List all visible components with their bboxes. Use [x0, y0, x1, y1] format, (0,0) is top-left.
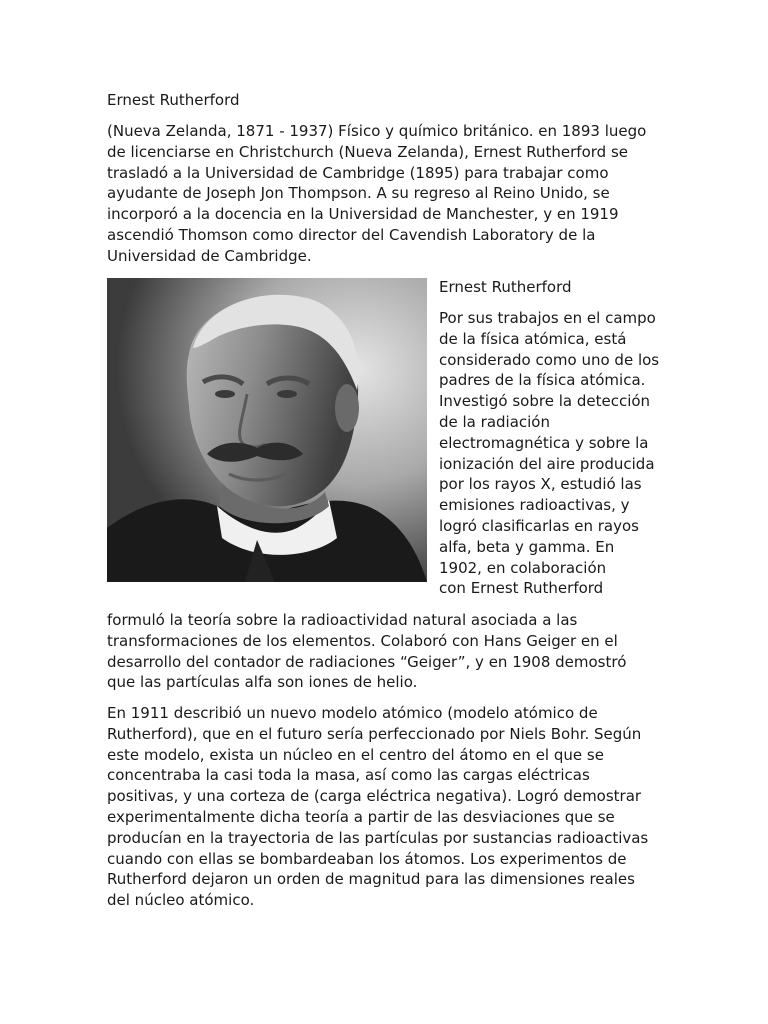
text-line: alfa, beta y gamma. En	[439, 537, 615, 556]
text-line: (Nueva Zelanda, 1871 - 1937) Físico y químico británico. en 1893 luego	[107, 122, 647, 140]
text-line: incorporó a la docencia en la Universidad de Manchester, y en 1919	[107, 205, 619, 224]
text-line: Rutherford dejaron un orden de magnitud para las dimensiones reales	[107, 870, 635, 889]
text-line: este modelo, exista un núcleo en el centro del átomo en el que se	[107, 745, 604, 764]
text-line: producían en la trayectoria de las partículas por sustancias radioactivas	[107, 828, 649, 847]
text-line: emisiones radioactivas, y	[439, 496, 630, 515]
text-line: cuando con ellas se bombardeaban los átomos. Los experimentos de	[107, 849, 627, 868]
text-line: de la física atómica, está	[439, 329, 627, 348]
portrait-photo-icon	[107, 278, 427, 582]
side-paragraph	[439, 308, 669, 599]
text-line: ayudante de Joseph Jon Thompson. A su regreso al Reino Unido, se	[107, 184, 610, 203]
text-line: ionización del aire producida	[439, 454, 655, 473]
text-line: electromagnética y sobre la	[439, 433, 649, 452]
text-line: padres de la física atómica.	[439, 371, 646, 390]
text-line: Investigó sobre la detección	[439, 392, 651, 411]
text-line: del núcleo atómico.	[107, 891, 255, 910]
text-line: Rutherford), que en el futuro sería perfeccionado por Niels Bohr. Según	[107, 724, 642, 743]
text-line: que las partículas alfa son iones de helio.	[107, 673, 418, 692]
text-line: considerado como uno de los	[439, 350, 660, 369]
text-line: concentraba la casi toda la masa, así como las cargas eléctricas	[107, 766, 590, 785]
text-line: Universidad de Cambridge.	[107, 246, 312, 265]
text-line: Por sus trabajos en el campo	[439, 309, 656, 327]
text-line: formuló la teoría sobre la radioactividad natural asociada a las	[107, 611, 578, 629]
text-line: ascendió Thomson como director del Cavendish Laboratory de la	[107, 225, 596, 244]
portrait-photo	[107, 278, 427, 582]
text-line: desarrollo del contador de radiaciones “Geiger”, y en 1908 demostró	[107, 652, 627, 671]
text-line: experimentalmente dicha teoría a partir de las desviaciones que se	[107, 807, 615, 826]
text-line: con Ernest Rutherford	[439, 579, 604, 598]
text-line: En 1911 describió un nuevo modelo atómico (modelo atómico de	[107, 704, 598, 722]
photo-caption: Ernest Rutherford	[439, 278, 572, 296]
text-line: trasladó a la Universidad de Cambridge (1895) para trabajar como	[107, 163, 609, 182]
atomic-model-paragraph	[107, 703, 667, 911]
radioactivity-paragraph	[107, 610, 667, 693]
text-line: de la radiación	[439, 412, 550, 431]
text-line: logró clasificarlas en rayos	[439, 516, 639, 535]
text-line: transformaciones de los elementos. Colaboró con Hans Geiger en el	[107, 631, 618, 650]
text-line: por los rayos X, estudió las	[439, 475, 642, 494]
text-line: 1902, en colaboración	[439, 558, 607, 577]
text-line: de licenciarse en Christchurch (Nueva Zelanda), Ernest Rutherford se	[107, 142, 628, 161]
text-line: positivas, y una corteza de (carga eléctrica negativa). Logró demostrar	[107, 787, 642, 806]
document-title: Ernest Rutherford	[107, 91, 240, 109]
intro-paragraph	[107, 121, 667, 267]
